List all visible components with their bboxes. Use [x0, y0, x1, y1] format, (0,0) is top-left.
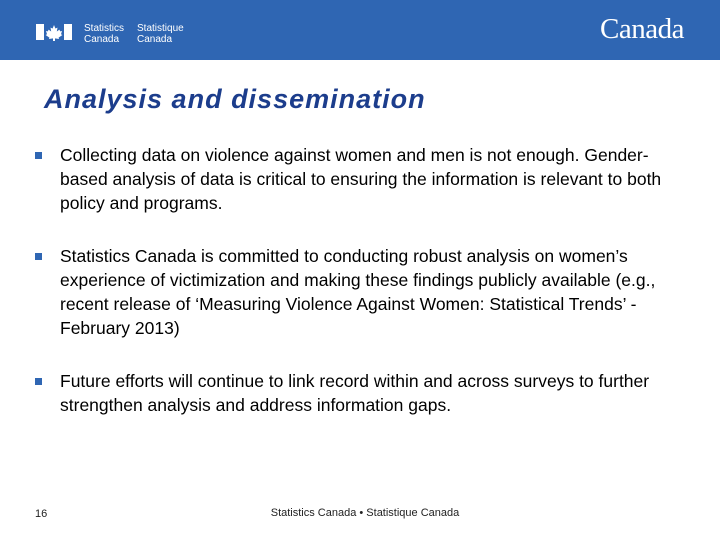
page-number: 16	[35, 508, 48, 520]
bullet-item	[34, 369, 674, 417]
bullet-item	[34, 143, 674, 215]
bullet-text: Future efforts will continue to link record within and across surveys to further strengthen analysis and address information gaps.	[60, 371, 650, 415]
fip-fr-line1: Statistique	[137, 23, 184, 34]
square-bullet-icon	[35, 253, 42, 260]
canada-flag-icon	[36, 22, 72, 42]
fip-fr-line2: Canada	[137, 34, 173, 45]
fip-en-line1: Statistics	[84, 23, 125, 34]
fip-en-line2: Canada	[84, 34, 120, 45]
square-bullet-icon	[35, 378, 42, 385]
slide-title: Analysis and dissemination	[44, 84, 426, 114]
bullet-item	[34, 244, 674, 340]
wordmark-text: Canada	[600, 13, 684, 45]
header-banner	[0, 0, 720, 60]
bullet-text: Collecting data on violence against women and men is not enough. Gender-based analysis of data is critical to ensuring the information is relevant to both policy and programs.	[60, 145, 662, 213]
bullet-list	[34, 143, 674, 417]
fip-french-signature	[137, 23, 184, 45]
footer-signature: Statistics Canada • Statistique Canada	[270, 507, 460, 519]
bullet-text: Statistics Canada is committed to conducting robust analysis on women’s experience of victimization and making these findings publicly available (e.g., recent release of ‘Measuring Violence Against Women: Statistical Trends’ - February 2013)	[60, 246, 656, 338]
square-bullet-icon	[35, 152, 42, 159]
fip-english-signature	[84, 23, 124, 45]
canada-wordmark	[600, 12, 684, 46]
